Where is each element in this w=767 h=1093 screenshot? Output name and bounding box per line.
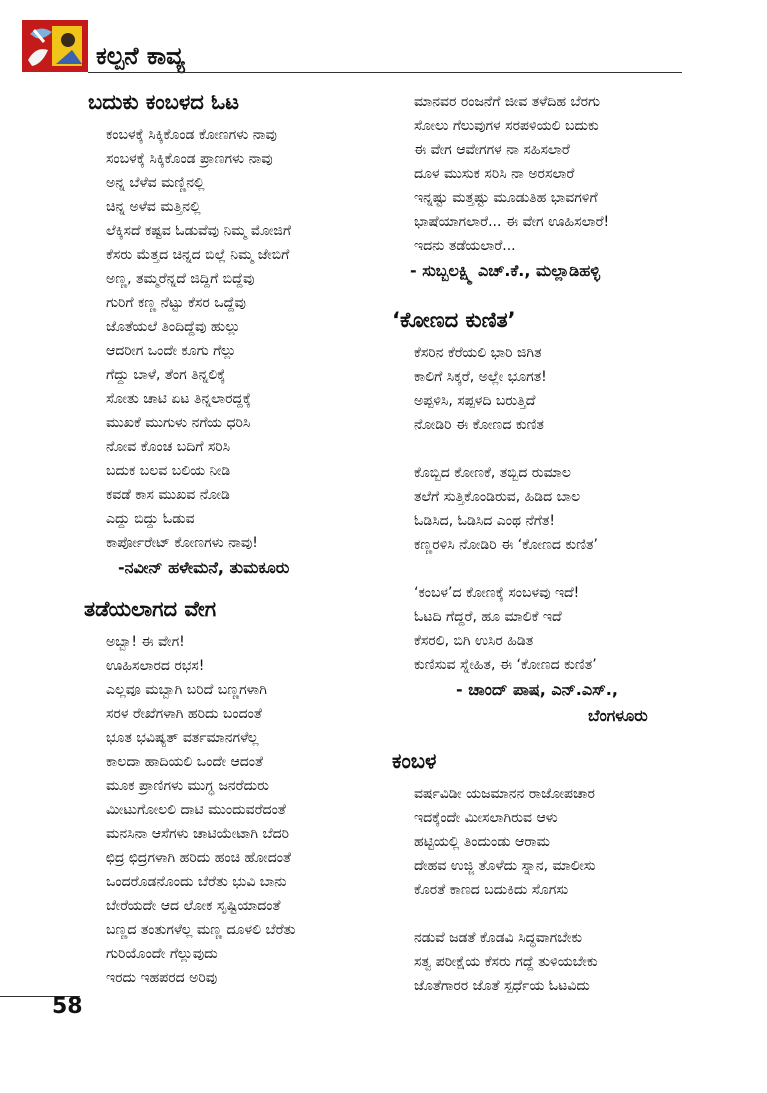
poem-line: ಕವಡೆ ಕಾಸ ಮುಖವ ನೋಡಿ [106,487,230,503]
poem-line: ಮಾನವರ ರಂಜನೆಗೆ ಜೀವ ತಳೆದಿಹ ಬೆರಗು [414,94,601,110]
poem-title: ‘ಕೋಣದ ಕುಣಿತ’ [392,308,516,332]
poem-line: ಕಂಬಳಕ್ಕೆ ಸಿಕ್ಕಿಕೊಂಡ ಕೋಣಗಳು ನಾವು [106,127,277,143]
spacer [88,581,388,597]
poem-line: ಇನ್ನಷ್ಟು ಮತ್ತಷ್ಟು ಮೂಡುತಿಹ ಭಾವಗಳಿಗೆ [414,190,598,206]
poem-line: ಗುರಿಗೆ ಕಣ್ಣ ನೆಟ್ಟು ಕೆಸರ ಒದ್ದೆವು [106,295,246,311]
poem-line: ಸರಳ ರೇಖೆಗಳಾಗಿ ಹರಿದು ಬಂದಂತೆ [106,706,262,722]
poem-lines [88,123,388,555]
poem-line: ಕೆಸರಲಿ, ಬಿಗಿ ಉಸಿರ ಹಿಡಿತ [414,633,534,649]
poem-author-place: ಬೆಂಗಳೂರು [588,706,648,725]
poem-line: ನೋಡಿರಿ ಈ ಕೋಣದ ಕುಣಿತ [414,417,544,433]
poem-line: ಸಂಬಳಕ್ಕೆ ಸಿಕ್ಕಿಕೊಂಡ ಪ್ರಾಣಗಳು ನಾವು [106,151,273,167]
poem-line: ಮೀಟುಗೋಲಲಿ ದಾಟಿ ಮುಂದುವರೆದಂತೆ [106,802,286,818]
stanza-gap [392,557,692,581]
poem-line: ದೇಹವ ಉಜ್ಜಿ ತೊಳೆದು ಸ್ನಾನ, ಮಾಲೀಸು [414,858,596,874]
poem-lines [392,461,692,557]
poem-line: ಅನ್ನ ಬೆಳೆವ ಮಣ್ಣಿನಲ್ಲಿ [106,175,205,191]
poem-lines [392,90,692,258]
poem-line: ಛಿದ್ರ ಛಿದ್ರಗಳಾಗಿ ಹರಿದು ಹಂಚಿ ಹೋದಂತೆ [106,850,291,866]
poem-kambala [392,749,692,998]
poem-line: ಊಹಿಸಲಾರದ ರಭಸ! [106,658,205,674]
poem-line: ಜೊತೆಯಲೆ ತಿಂದಿದ್ದೆವು ಹುಲ್ಲು [106,319,241,335]
poem-title: ತಡೆಯಲಾಗದ ವೇಗ [84,597,217,621]
poem-author: - ಚಾಂದ್ ಪಾಷ, ಎನ್.ಎಸ್., [456,680,618,699]
poem-line: ವರ್ಷವಿಡೀ ಯಜಮಾನನ ರಾಜೋಪಚಾರ [414,786,595,802]
poem-line: ನೋವ ಕೊಂಚ ಬದಿಗೆ ಸರಿಸಿ [106,439,231,455]
poem-baduku-kambalada-ota [88,90,388,581]
stanza-gap [392,902,692,926]
poem-line: ಇದನು ತಡೆಯಲಾರೆ... [414,238,516,254]
poem-line: ಸತ್ವ ಪರೀಕ್ಷೆಯ ಕೆಸರು ಗದ್ದೆ ತುಳಿಯಬೇಕು [414,954,598,970]
spacer [392,729,692,749]
right-column [392,90,692,998]
poem-konada-kunita [392,308,692,729]
poem-line: ಅಪ್ಪಳಿಸಿ, ಸಪ್ಪಳದಿ ಬರುತ್ತಿದೆ [414,393,536,409]
poem-line: ಕೆಸರು ಮೆತ್ತದ ಚಿನ್ನದ ಬಿಲ್ಲೆ ನಿಮ್ಮ ಜೇಬಿಗೆ [106,247,290,263]
poem-line: ಚಿನ್ನ ಅಳೆವ ಮತ್ತಿನಲ್ಲಿ [106,199,201,215]
poem-author: - ಸುಬ್ಬಲಕ್ಷ್ಮಿ ಎಚ್.ಕೆ., ಮಲ್ಲಾಡಿಹಳ್ಳಿ [410,261,601,280]
poem-line: ಸೋತು ಚಾಟಿ ಏಟ ತಿನ್ನಲಾರದ್ದಕ್ಕೆ [106,391,252,407]
stanza-gap [392,437,692,461]
poem-line: ಈ ವೇಗ ಆವೇಗಗಳ ನಾ ಸಹಿಸಲಾರೆ [414,142,570,158]
poem-line: ಕಣ್ಣರಳಿಸಿ ನೋಡಿರಿ ಈ ‘ಕೋಣದ ಕುಣಿತ’ [414,537,598,553]
poem-line: ಬಣ್ಣದ ತಂತುಗಳೆಲ್ಲ ಮಣ್ಣ ದೂಳಲಿ ಬೆರೆತು [106,922,296,938]
poem-line: ಸೋಲು ಗೆಲುವುಗಳ ಸರಪಳಿಯಲಿ ಬದುಕು [414,118,599,134]
page-number: 58 [52,994,83,1019]
poem-tadeyalagada-vega [84,597,388,990]
poem-author: -ನವೀನ್ ಹಳೇಮನೆ, ತುಮಕೂರು [118,558,290,577]
header-divider [88,72,682,73]
poem-line: ಕಾಲಿಗೆ ಸಿಕ್ಕರೆ, ಅಲ್ಲೇ ಭೂಗತ! [414,369,547,385]
poem-line: ‘ಕಂಬಳ’ದ ಕೋಣಕ್ಕೆ ಸಂಬಳವು ಇದೆ! [414,585,580,601]
poem-lines [392,581,692,677]
spacer [392,284,692,308]
poem-line: ಇರದು ಇಹಪರದ ಅರಿವು [106,970,218,986]
poem-line: ಒಂದರೊಡನೊಂದು ಬೆರೆತು ಭುವಿ ಬಾನು [106,874,287,890]
poem-line: ಕೊಬ್ಬಿದ ಕೋಣಕೆ, ತಬ್ಬಿದ ರುಮಾಲ [414,465,571,481]
poem-lines [392,926,692,998]
poem-line: ಮೂಕ ಪ್ರಾಣಿಗಳು ಮುಗ್ಧ ಜನರೆದುರು [106,778,269,794]
poem-line: ಮನಸಿನಾ ಆಸೆಗಳು ಚಾಟಿಯೇಟಾಗಿ ಬೆದರಿ [106,826,290,842]
poem-title: ಬದುಕು ಕಂಬಳದ ಓಟ [88,90,239,114]
poem-line: ಭೂತ ಭವಿಷ್ಯತ್ ವರ್ತಮಾನಗಳೆಲ್ಲ [106,730,259,746]
poem-line: ಮುಖಕೆ ಮುಗುಳು ನಗೆಯ ಧರಿಸಿ [106,415,251,431]
poem-line: ಅಬ್ಬಾ! ಈ ವೇಗ! [106,634,185,650]
poem-line: ಬೇರೆಯದೇ ಆದ ಲೋಕ ಸೃಷ್ಟಿಯಾದಂತೆ [106,898,281,914]
poem-line: ಅಣ್ಣ, ತಮ್ಮರೆನ್ನದೆ ಜಿದ್ದಿಗೆ ಬಿದ್ದೆವು [106,271,255,287]
kalpane-logo-icon [22,20,88,72]
poem-line: ಕುಣಿಸುವ ಸ್ನೇಹಿತ, ಈ ‘ಕೋಣದ ಕುಣಿತ’ [414,657,597,673]
poem-line: ಎದ್ದು ಬಿದ್ದು ಓಡುವ [106,511,195,527]
poem-line: ಕೊರತೆ ಕಾಣದ ಬದುಕಿದು ಸೊಗಸು [414,882,569,898]
poem-line: ನಡುವೆ ಜಡತೆ ಕೊಡವಿ ಸಿದ್ಧವಾಗಬೇಕು [414,930,583,946]
page-header [22,20,682,74]
poem-line: ಕಾರ್ಪೋರೇಟ್ ಕೋಣಗಳು ನಾವು! [106,535,258,551]
poem-line: ಗೆದ್ದು ಬಾಳೆ, ತೆಂಗ ತಿನ್ನಲಿಕ್ಕೆ [106,367,226,383]
poem-line: ಕೆಸರಿನ ಕೆರೆಯಲಿ ಭಾರಿ ಜಿಗಿತ [414,345,542,361]
poem-line: ಎಲ್ಲವೂ ಮಬ್ಬಾಗಿ ಬರಿದೆ ಬಣ್ಣಗಳಾಗಿ [106,682,267,698]
poem-lines [88,630,388,990]
section-title: ಕಲ್ಪನೆ ಕಾವ್ಯ [96,42,185,70]
poem-line: ಲೆಕ್ಕಿಸದೆ ಕಷ್ಟವ ಓಡುವೆವು ನಿಮ್ಮ ಮೋಜಿಗೆ [106,223,291,239]
poem-line: ಜೊತೆಗಾರರ ಜೊತೆ ಸ್ಪರ್ಧೆಯ ಓಟವಿದು [414,978,590,994]
poem-lines [392,782,692,902]
poem-line: ಹಟ್ಟಿಯಲ್ಲಿ ತಿಂದುಂಡು ಆರಾಮ [414,834,550,850]
poem-line: ದೂಳ ಮುಸುಕ ಸರಿಸಿ ನಾ ಅರಸಲಾರೆ [414,166,575,182]
poem-title: ಕಂಬಳ [392,749,437,773]
poem-line: ಭಾಷೆಯಾಗಲಾರೆ... ಈ ವೇಗ ಊಹಿಸಲಾರೆ! [414,214,610,230]
poem-line: ಆದರೀಗ ಒಂದೇ ಕೂಗು ಗೆಲ್ಲು [106,343,237,359]
poem-line: ಕಾಲದಾ ಹಾದಿಯಲಿ ಒಂದೇ ಆದಂತೆ [106,754,263,770]
poem-line: ಬದುಕ ಬಲವ ಬಲಿಯ ನೀಡಿ [106,463,231,479]
poem-line: ಇದಕ್ಕೆಂದೇ ಮೀಸಲಾಗಿರುವ ಆಳು [414,810,558,826]
poem-line: ತಲೆಗೆ ಸುತ್ತಿಕೊಂಡಿರುವ, ಹಿಡಿದ ಬಾಲ [414,489,581,505]
poem-line: ಗುರಿಯೊಂದೇ ಗೆಲ್ಲುವುದು [106,946,218,962]
poem-line: ಓಡಿಸಿದ, ಓಡಿಸಿದ ಎಂಥ ನೆಗೆತ! [414,513,555,529]
left-column [84,90,388,990]
poem-tadeyalagada-vega-continued [392,90,692,284]
poem-lines [392,341,692,437]
poem-line: ಓಟದಿ ಗೆದ್ದರೆ, ಹೂ ಮಾಲಿಕೆ ಇದೆ [414,609,562,625]
